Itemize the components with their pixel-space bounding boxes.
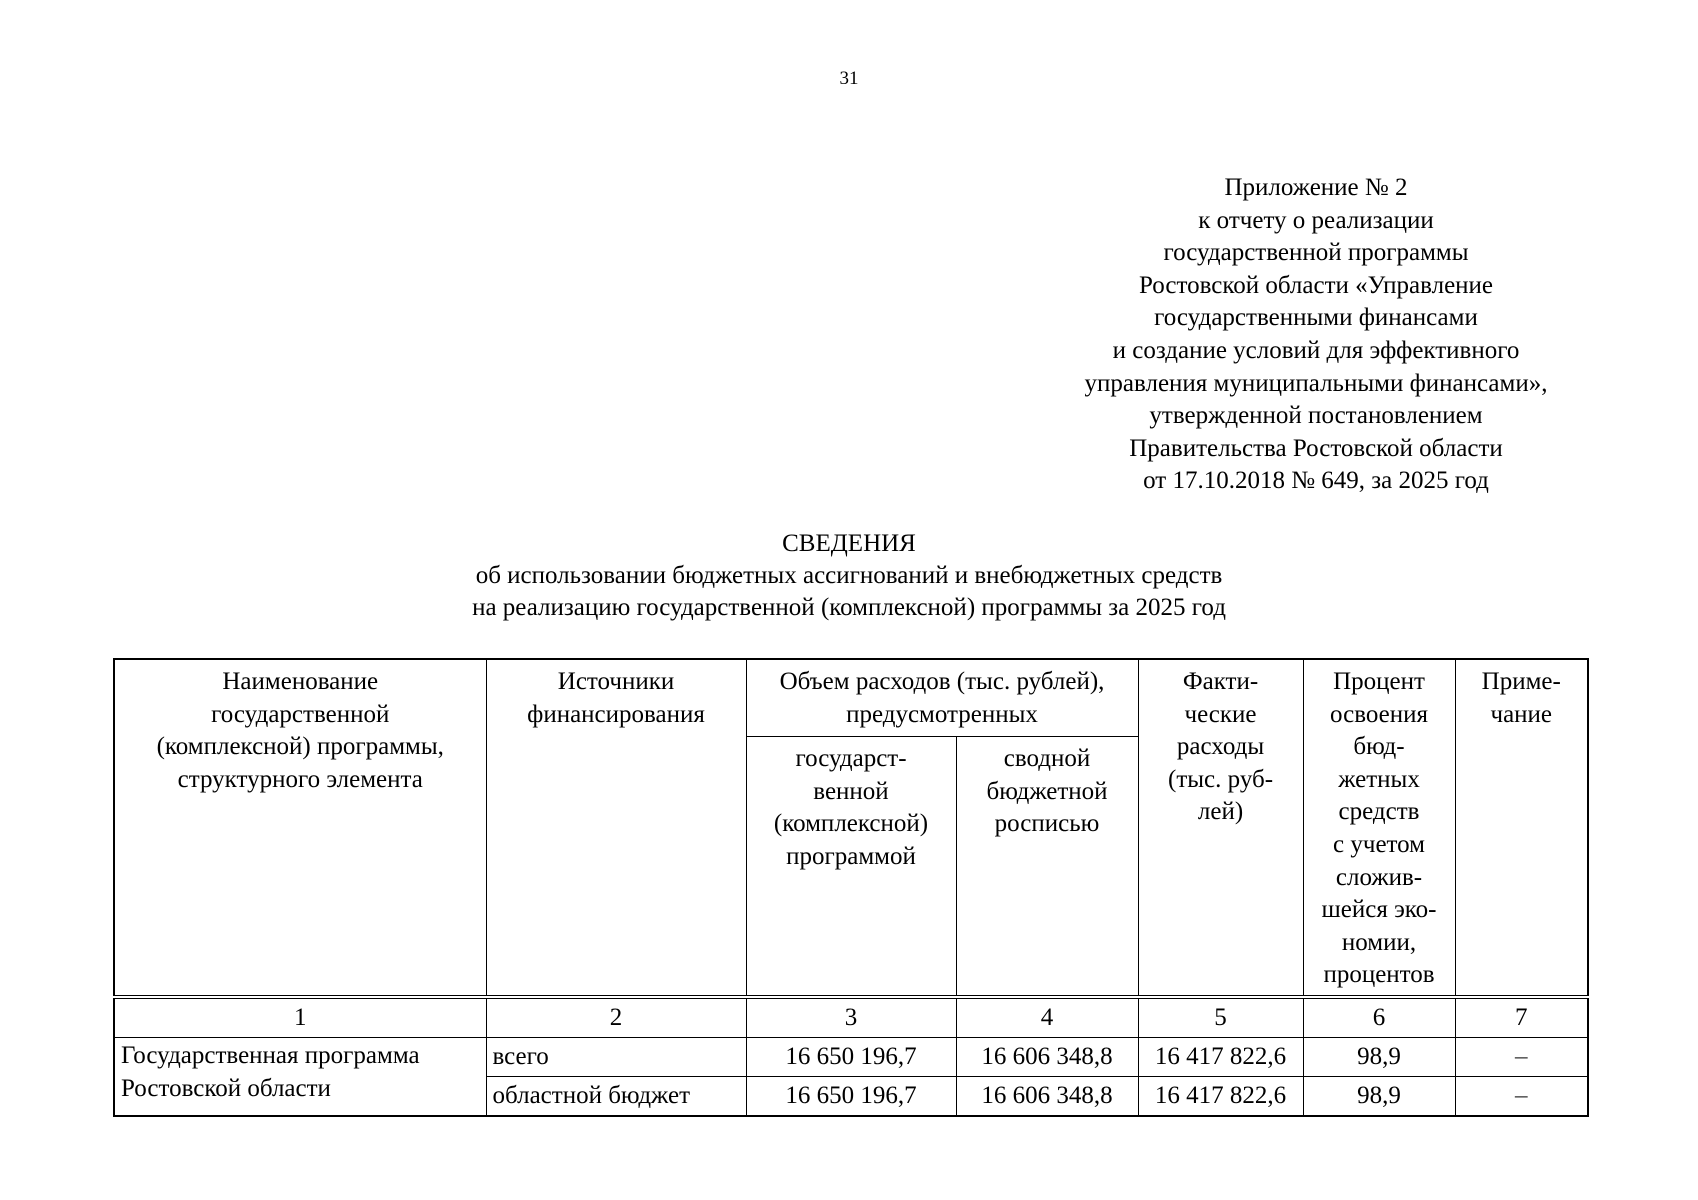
header-text: процентов — [1323, 961, 1435, 989]
header-text: сложив- — [1335, 863, 1423, 891]
header-text: государственной — [211, 700, 390, 728]
header-expense-volume — [746, 659, 1138, 737]
header-budget-volume — [956, 737, 1138, 998]
header-text: программой — [786, 842, 916, 870]
budget-volume-cell: 16 606 348,8 — [956, 1038, 1138, 1077]
header-text: чание — [1490, 700, 1553, 728]
page-number: 31 — [839, 68, 859, 89]
header-text: Факти- — [1182, 668, 1259, 695]
table-row — [114, 1038, 1588, 1077]
heading-line-2: на реализацию государственной (комплексной) программы за 2025 год — [472, 594, 1226, 621]
header-text: расходы — [1176, 733, 1265, 761]
header-text: ческие — [1184, 700, 1257, 728]
column-numbers-row — [114, 997, 1588, 1038]
header-text: структурного элемента — [177, 765, 423, 793]
column-number: 6 — [1303, 997, 1455, 1038]
budget-table — [113, 658, 1589, 1117]
header-text: (комплексной) программы, — [156, 733, 444, 761]
header-program-name — [114, 659, 486, 997]
header-text: венной — [813, 777, 889, 805]
header-text: Наименование — [222, 668, 379, 695]
header-text: финансирования — [527, 700, 705, 728]
program-name-cell — [114, 1038, 486, 1117]
header-percent — [1303, 659, 1455, 997]
header-text: государст- — [795, 745, 907, 772]
percent-cell: 98,9 — [1303, 1077, 1455, 1117]
source-cell: областной бюджет — [486, 1077, 746, 1117]
percent-cell: 98,9 — [1303, 1038, 1455, 1077]
header-text: средств — [1338, 798, 1420, 826]
header-text: росписью — [994, 810, 1100, 838]
header-text: шейся эко- — [1321, 896, 1437, 924]
appendix-line: государственными финансами — [1154, 304, 1478, 332]
appendix-line: от 17.10.2018 № 649, за 2025 год — [1143, 467, 1489, 495]
header-text: бюджетной — [986, 777, 1108, 805]
header-text: лей) — [1197, 798, 1244, 826]
header-note — [1455, 659, 1588, 997]
appendix-line: утвержденной постановлением — [1149, 402, 1483, 430]
header-text: предусмотренных — [846, 700, 1038, 728]
header-text: Приме- — [1481, 668, 1561, 695]
actual-cell: 16 417 822,6 — [1138, 1038, 1303, 1077]
column-number: 4 — [956, 997, 1138, 1038]
program-name-line: Государственная программа — [121, 1042, 420, 1069]
header-text: Процент — [1333, 668, 1425, 695]
appendix-line: управления муниципальными финансами», — [1084, 369, 1548, 397]
header-text: бюд- — [1353, 733, 1405, 761]
document-heading — [0, 528, 1698, 624]
header-text: освоения — [1330, 700, 1429, 728]
column-number: 7 — [1455, 997, 1588, 1038]
appendix-block — [1036, 172, 1596, 498]
appendix-line: Правительства Ростовской области — [1129, 434, 1503, 462]
program-volume-cell: 16 650 196,7 — [746, 1077, 956, 1117]
appendix-line: и создание условий для эффективного — [1112, 336, 1520, 364]
header-text: жетных — [1338, 765, 1420, 793]
appendix-line: государственной программы — [1163, 239, 1469, 267]
header-text: Объем расходов (тыс. рублей), — [779, 668, 1105, 695]
header-funding-sources — [486, 659, 746, 997]
heading-title: СВЕДЕНИЯ — [782, 530, 916, 557]
column-number: 5 — [1138, 997, 1303, 1038]
column-number: 2 — [486, 997, 746, 1038]
header-text: сводной — [1003, 745, 1091, 772]
header-text: с учетом — [1333, 830, 1425, 858]
program-volume-cell: 16 650 196,7 — [746, 1038, 956, 1077]
note-cell: – — [1455, 1077, 1588, 1117]
appendix-line: Ростовской области «Управление — [1138, 271, 1494, 299]
appendix-line: Приложение № 2 — [1224, 174, 1408, 201]
header-program-volume — [746, 737, 956, 998]
header-actual-expenses — [1138, 659, 1303, 997]
header-text: номии, — [1341, 928, 1417, 956]
note-cell: – — [1455, 1038, 1588, 1077]
header-text: (тыс. руб- — [1168, 765, 1274, 793]
column-number: 1 — [114, 997, 486, 1038]
source-cell: всего — [486, 1038, 746, 1077]
header-text: Источники — [557, 668, 675, 695]
actual-cell: 16 417 822,6 — [1138, 1077, 1303, 1117]
header-text: (комплексной) — [773, 810, 929, 838]
heading-line-1: об использовании бюджетных ассигнований и внебюджетных средств — [475, 562, 1223, 589]
column-number: 3 — [746, 997, 956, 1038]
budget-volume-cell: 16 606 348,8 — [956, 1077, 1138, 1117]
appendix-line: к отчету о реализации — [1198, 206, 1434, 234]
program-name-line: Ростовской области — [121, 1074, 331, 1102]
